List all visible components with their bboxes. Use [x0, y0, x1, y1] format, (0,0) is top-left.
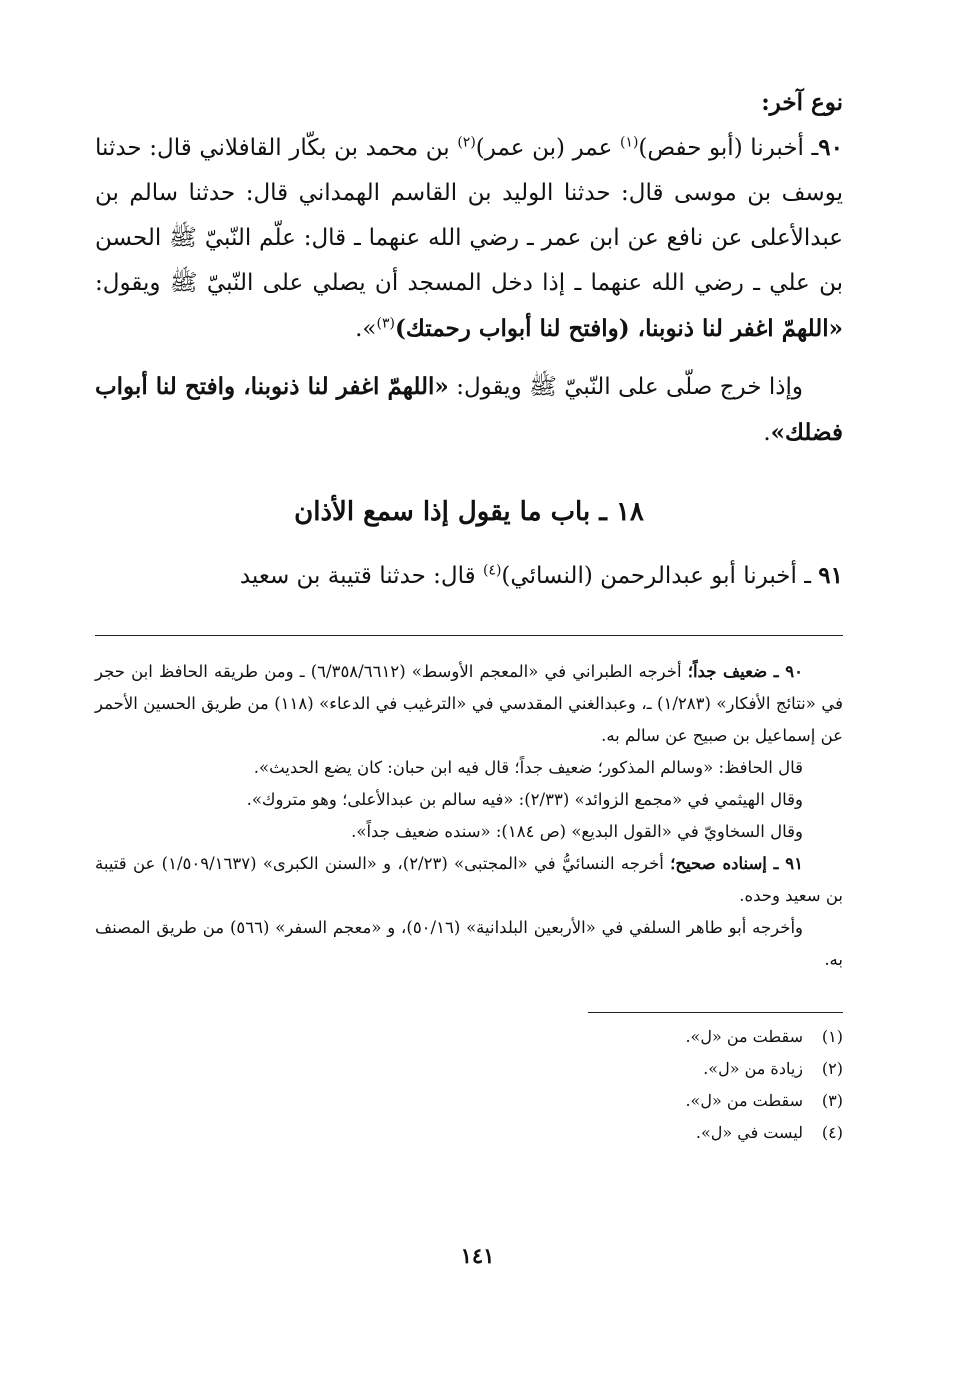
hadith-text: ـ أخبرنا أبو عبدالرحمن (النسائي)	[501, 563, 819, 589]
footnotes	[95, 1021, 843, 1149]
footnote-text: سقطت من «ل».	[685, 1091, 803, 1110]
footnote-number: (١)	[821, 1027, 843, 1046]
dua-text: «اللهمّ اغفر لنا ذنوبنا، وافتح لنا أبواب فضلك»	[95, 373, 843, 446]
footnotes-divider	[588, 1012, 843, 1013]
hadith-90	[95, 125, 843, 352]
hadith-text: ـ أخبرنا (أبو حفص)	[638, 135, 819, 161]
footnote-item	[95, 1085, 843, 1117]
grading: ـ ضعيف جداً؛	[687, 662, 786, 681]
footnote-text: سقطت من «ل».	[685, 1027, 803, 1046]
page-body	[95, 80, 843, 1149]
note-paragraph: وقال الهيثمي في «مجمع الزوائد» (٢/٣٣): «فيه سالم بن عبدالأعلى؛ وهو متروك».	[246, 790, 803, 809]
note-paragraph: قال الحافظ: «وسالم المذكور؛ ضعيف جداً؛ قال فيه ابن حبان: كان يضع الحديث».	[253, 758, 803, 777]
footnote-item	[95, 1053, 843, 1085]
hadith-text: قال: حدثنا قتيبة بن سعيد	[239, 563, 483, 589]
note-paragraph: وأخرجه أبو طاهر السلفي في «الأربعين البلدانية» (٥٠/١٦)، و «معجم السفر» (٥٦٦) من طريق المصنف به.	[95, 918, 843, 969]
hadith-text: .	[763, 420, 771, 446]
dua-text: «اللهمّ اغفر لنا ذنوبنا، (وافتح لنا أبواب رحمتك)	[394, 315, 843, 342]
note-text: أخرجه النسائيُّ في «المجتبى» (٢/٢٣)، و «السنن الكبرى» (١/٥٠٩/١٦٣٧) عن قتيبة بن سعيد وحده.	[95, 854, 843, 905]
note-number: ٩٠	[785, 662, 803, 681]
footnote-item	[95, 1117, 843, 1149]
footnote-number: (٣)	[821, 1091, 843, 1110]
takhrij-notes	[95, 656, 843, 976]
main-text	[95, 80, 843, 599]
hadith-text: ».	[355, 316, 377, 342]
note-text: أخرجه الطبراني في «المعجم الأوسط» (٦/٣٥٨/٦٦١٢) ـ ومن طريقه الحافظ ابن حجر في «نتائج الأفكار» (١/٢٨٣) ـ، وعبدالغني المقدسي في «الترغيب في الدعاء» (١١٨) من طريق الحسين الأحمر عن إسماعيل بن صبيح عن سالم به.	[95, 662, 843, 745]
note-number: ٩١	[785, 854, 803, 873]
note-91	[95, 848, 843, 912]
hadith-91	[95, 553, 843, 599]
hadith-number: ٩٠	[818, 134, 844, 161]
footnote-number: (٤)	[821, 1123, 843, 1142]
hadith-90-continued	[95, 364, 843, 456]
chapter-title: ١٨ ـ باب ما يقول إذا سمع الأذان	[294, 497, 644, 527]
footnote-number: (٢)	[821, 1059, 843, 1078]
hadith-number: ٩١	[818, 562, 843, 589]
page-number: ١٤١	[460, 1243, 495, 1268]
notes-divider	[95, 635, 843, 636]
footnote-ref: (٣)	[376, 315, 395, 332]
footnote-text: ليست في «ل».	[695, 1123, 803, 1142]
hadith-text: عمر (بن عمر)	[475, 135, 620, 161]
footnote-ref: (١)	[619, 134, 639, 151]
grading: ـ إسناده صحيح؛	[670, 854, 786, 873]
footnote-text: زيادة من «ل».	[703, 1059, 803, 1078]
subheading: نوع آخر:	[761, 89, 843, 116]
footnote-ref: (٢)	[457, 134, 476, 151]
hadith-text: وإذا خرج صلّى على النّبيّ ﷺ ويقول:	[448, 374, 803, 400]
note-paragraph: وقال السخاويّ في «القول البديع» (ص ١٨٤): «سنده ضعيف جداً».	[351, 822, 803, 841]
hadith-text: بن محمد بن بكّار القافلاني قال: حدثنا يوسف بن موسى قال: حدثنا الوليد بن القاسم الهمداني قال: حدثنا سالم بن عبدالأعلى عن نافع عن ابن عمر ـ رضي الله عنهما ـ قال: علّم النّبيّ ﷺ الحسن بن علي ـ رضي الله عنهما ـ إذا دخل المسجد أن يصلي على النّبيّ ﷺ ويقول:	[95, 135, 843, 296]
footnote-item	[95, 1021, 843, 1053]
footnote-ref: (٤)	[482, 562, 502, 579]
note-90	[95, 656, 843, 752]
